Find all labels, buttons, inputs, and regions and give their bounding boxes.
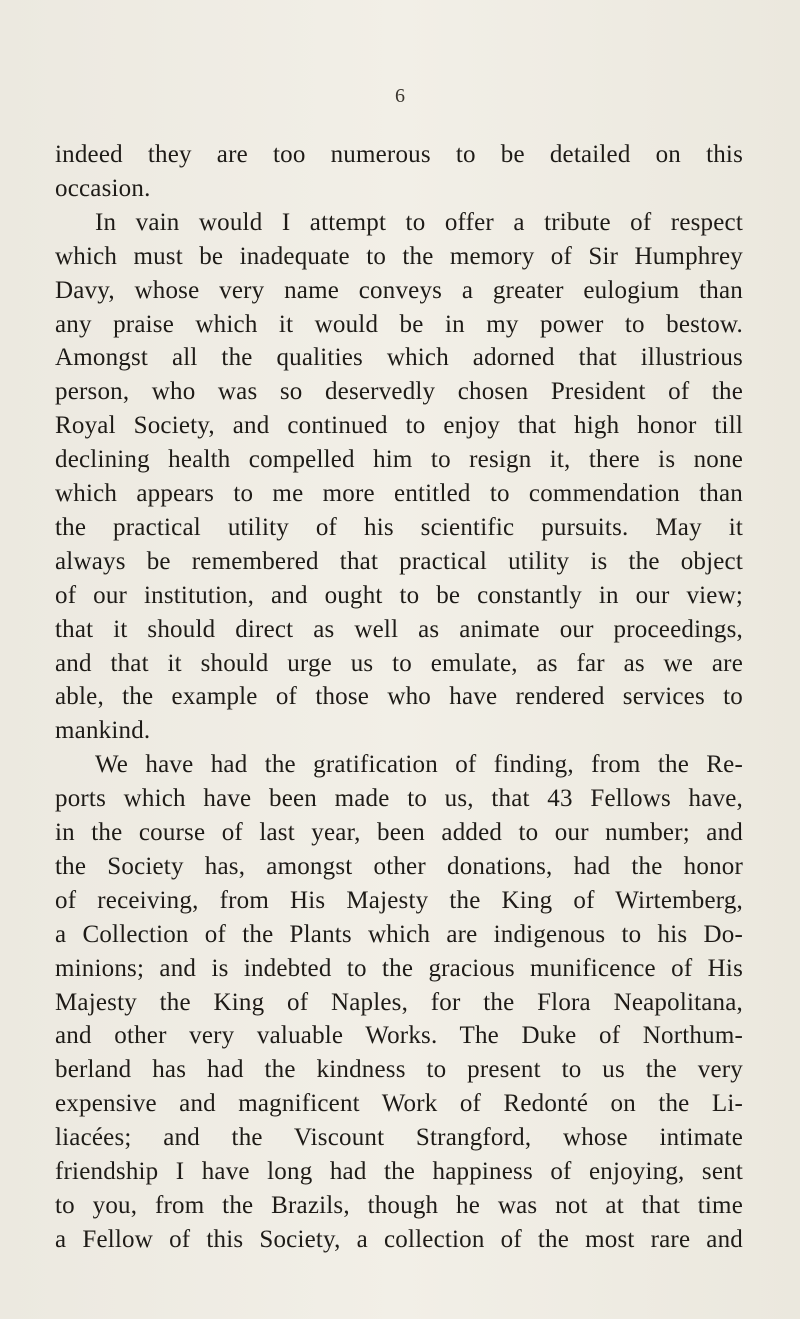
page-number: 6 [395,85,405,107]
text-line: to you, from the Brazils, though he was not at that time [55,1191,743,1219]
text-line: of receiving, from His Majesty the King of Wirtemberg, [55,886,743,914]
text-line: able, the example of those who have rendered services to [55,683,743,711]
text-line: and that it should urge us to emulate, as far as we are [55,649,743,677]
text-line: berland has had the kindness to present to us the very [55,1056,743,1084]
text-line: expensive and magnificent Work of Redonté on the Li- [55,1090,743,1118]
text-line: minions; and is indebted to the gracious munificence of His [55,954,743,982]
text-line: the practical utility of his scientific pursuits. May it [55,513,743,541]
text-line: any praise which it would be in my power to bestow. [55,310,743,338]
text-line: a Fellow of this Society, a collection of the most rare and [55,1225,743,1253]
text-line: In vain would I attempt to offer a tribute of respect [95,208,743,236]
text-line: the Society has, amongst other donations, had the honor [55,852,743,880]
text-line: always be remembered that practical utility is the object [55,547,743,575]
text-line: liacées; and the Viscount Strangford, whose intimate [55,1124,743,1152]
text-line: which must be inadequate to the memory of Sir Humphrey [55,242,743,270]
text-line: a Collection of the Plants which are indigenous to his Do- [55,920,743,948]
text-line: of our institution, and ought to be constantly in our view; [55,581,743,609]
text-line: indeed they are too numerous to be detailed on this [55,141,743,168]
text-line: that it should direct as well as animate our proceedings, [55,615,743,643]
text-line: ports which have been made to us, that 43 Fellows have, [55,785,743,813]
text-line: person, who was so deservedly chosen President of the [55,378,743,406]
text-line: We have had the gratification of finding, from the Re- [95,751,743,779]
text-line: Majesty the King of Naples, for the Flora Neapolitana, [55,988,743,1016]
text-line: declining health compelled him to resign it, there is none [55,446,743,474]
text-line: mankind. [55,717,151,745]
text-line: occasion. [55,174,151,202]
text-line: friendship I have long had the happiness of enjoying, sent [55,1158,743,1185]
text-line: Davy, whose very name conveys a greater eulogium than [55,276,743,304]
text-line: Royal Society, and continued to enjoy that high honor till [55,412,743,440]
text-line: and other very valuable Works. The Duke of Northum- [55,1022,743,1050]
text-line: Amongst all the qualities which adorned that illustrious [55,344,743,372]
text-line: which appears to me more entitled to commendation than [55,480,743,507]
text-line: in the course of last year, been added to our number; and [55,819,743,846]
